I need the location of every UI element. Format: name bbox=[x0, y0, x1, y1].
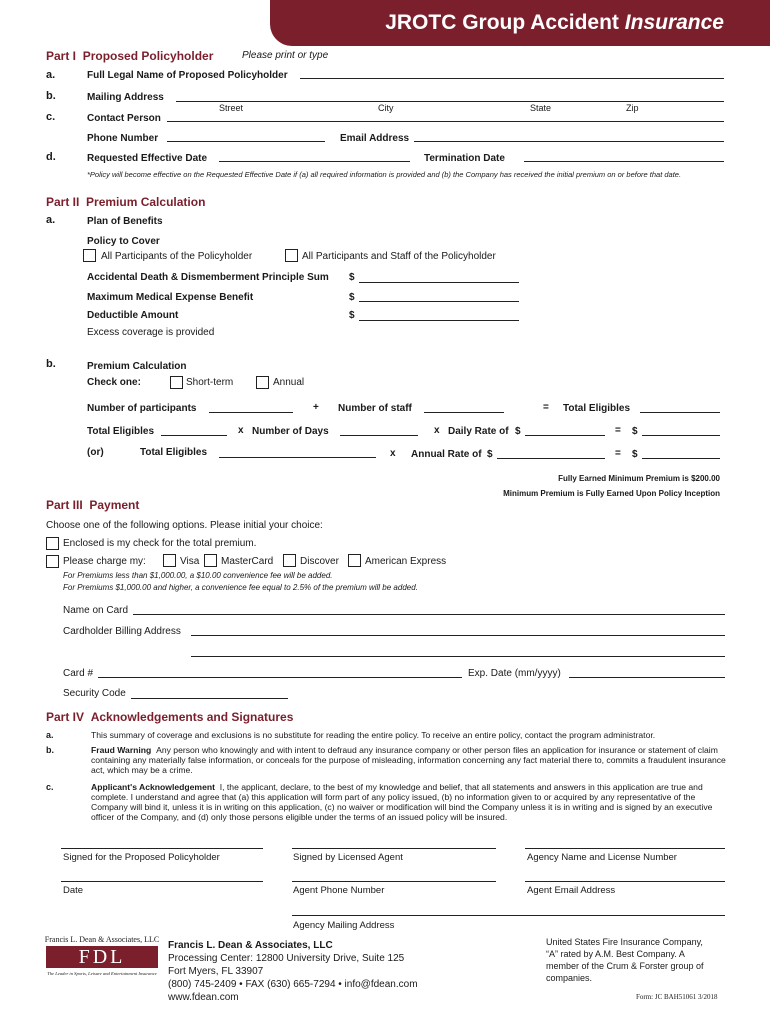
num-participants-label: Number of participants bbox=[87, 403, 197, 414]
discover-checkbox[interactable] bbox=[283, 554, 296, 567]
part3-title: Payment bbox=[89, 498, 140, 512]
agent-signature-label: Signed by Licensed Agent bbox=[293, 852, 403, 863]
num-staff-label: Number of staff bbox=[338, 403, 412, 414]
add-sum-label: Accidental Death & Dismemberment Principle Sum bbox=[87, 272, 329, 283]
agent-email-field[interactable] bbox=[525, 881, 725, 882]
insurer-line-1: United States Fire Insurance Company, bbox=[546, 937, 703, 947]
total-eligibles-field-1[interactable] bbox=[640, 412, 720, 413]
part4-a-letter: a. bbox=[46, 730, 54, 740]
equals-sign-3: = bbox=[615, 448, 621, 459]
logo-company-name: Francis L. Dean & Associates, LLC bbox=[44, 935, 160, 944]
amex-option: American Express bbox=[365, 556, 447, 567]
annual-option: Annual bbox=[273, 377, 305, 388]
effective-date-label: Requested Effective Date bbox=[87, 153, 208, 164]
part2-heading bbox=[46, 195, 205, 209]
num-staff-field[interactable] bbox=[424, 412, 504, 413]
annual-rate-dollar: $ bbox=[487, 449, 493, 460]
part4-heading bbox=[46, 710, 293, 724]
part1-a-letter: a. bbox=[46, 69, 56, 81]
agency-mailing-field[interactable] bbox=[292, 915, 725, 916]
header-bar bbox=[270, 0, 770, 46]
form-title bbox=[385, 11, 724, 35]
num-days-field[interactable] bbox=[340, 435, 418, 436]
effective-date-field[interactable] bbox=[219, 161, 410, 162]
daily-rate-label: Daily Rate of bbox=[448, 426, 509, 437]
part2-a-letter: a. bbox=[46, 214, 56, 226]
print-instruction: Please print or type bbox=[242, 50, 329, 61]
card-number-field[interactable] bbox=[98, 677, 462, 678]
full-name-label: Full Legal Name of Proposed Policyholder bbox=[87, 70, 288, 81]
contact-label: Contact Person bbox=[87, 113, 161, 124]
part3-label: Part III bbox=[46, 498, 83, 512]
visa-checkbox[interactable] bbox=[163, 554, 176, 567]
max-medical-label: Maximum Medical Expense Benefit bbox=[87, 292, 254, 303]
footer-phones: (800) 745-2409 • FAX (630) 665-7294 • info@fdean.com bbox=[168, 979, 418, 990]
participants-staff-option: All Participants and Staff of the Policyholder bbox=[302, 251, 496, 262]
date-field[interactable] bbox=[61, 881, 263, 882]
part4-label: Part IV bbox=[46, 710, 85, 724]
participants-staff-checkbox[interactable] bbox=[285, 249, 298, 262]
email-field[interactable] bbox=[414, 141, 724, 142]
termination-date-label: Termination Date bbox=[424, 153, 505, 164]
full-name-field[interactable] bbox=[300, 78, 724, 79]
participants-option: All Participants of the Policyholder bbox=[101, 251, 253, 262]
daily-rate-dollar: $ bbox=[515, 426, 521, 437]
part1-heading bbox=[46, 49, 213, 63]
security-code-field[interactable] bbox=[131, 698, 288, 699]
charge-option: Please charge my: bbox=[63, 556, 146, 567]
plus-sign: + bbox=[313, 402, 319, 413]
agent-phone-label: Agent Phone Number bbox=[293, 885, 385, 896]
form-title-italic: Insurance bbox=[624, 11, 724, 34]
min-premium-note: Fully Earned Minimum Premium is $200.00 bbox=[558, 474, 720, 483]
or-label: (or) bbox=[87, 447, 104, 458]
exp-date-field[interactable] bbox=[569, 677, 725, 678]
part1-c-letter: c. bbox=[46, 111, 56, 123]
total-eligibles-label-1: Total Eligibles bbox=[563, 403, 631, 414]
part1-d-letter: d. bbox=[46, 151, 56, 163]
participants-checkbox[interactable] bbox=[83, 249, 96, 262]
part1-title: Proposed Policyholder bbox=[82, 49, 214, 63]
fee-note-1: For Premiums less than $1,000.00, a $10.00 convenience fee will be added. bbox=[63, 571, 333, 580]
num-participants-field[interactable] bbox=[209, 412, 293, 413]
insurer-line-4: companies. bbox=[546, 973, 593, 983]
add-sum-field[interactable] bbox=[359, 282, 519, 283]
effective-note: *Policy will become effective on the Requested Effective Date if (a) all required information is provided and (b) the Company has received the initial premium on or before that date. bbox=[87, 170, 682, 179]
state-caption: State bbox=[530, 103, 552, 113]
add-dollar: $ bbox=[349, 272, 355, 283]
annual-rate-label: Annual Rate of bbox=[411, 449, 482, 460]
agent-phone-field[interactable] bbox=[292, 881, 496, 882]
acknowledgement-heading: Applicant's Acknowledgement bbox=[91, 782, 215, 792]
city-caption: City bbox=[378, 103, 394, 113]
discover-option: Discover bbox=[300, 556, 339, 567]
card-number-label: Card # bbox=[63, 668, 94, 679]
min-premium-note-2: Minimum Premium is Fully Earned Upon Policy Inception bbox=[503, 489, 720, 498]
insurer-line-2: “A” rated by A.M. Best Company. A bbox=[546, 949, 685, 959]
plan-of-benefits-label: Plan of Benefits bbox=[87, 216, 163, 227]
termination-date-field[interactable] bbox=[524, 161, 724, 162]
part4-b-letter: b. bbox=[46, 745, 54, 755]
form-title-main: JROTC Group Accident bbox=[385, 11, 619, 34]
agent-email-label: Agent Email Address bbox=[527, 885, 616, 896]
annual-total-field[interactable] bbox=[642, 458, 720, 459]
deductible-label: Deductible Amount bbox=[87, 310, 179, 321]
times-sign-3: x bbox=[390, 448, 396, 459]
insurer-line-3: member of the Crum & Forster group of bbox=[546, 961, 704, 971]
summary-disclaimer: This summary of coverage and exclusions is no substitute for reading the entire policy. To receive an entire policy, contact the program administrator. bbox=[91, 730, 656, 740]
agency-mailing-label: Agency Mailing Address bbox=[293, 920, 395, 931]
premium-calc-label: Premium Calculation bbox=[87, 361, 187, 372]
equals-sign-1: = bbox=[543, 402, 549, 413]
name-on-card-label: Name on Card bbox=[63, 605, 129, 616]
billing-address-label: Cardholder Billing Address bbox=[63, 626, 181, 637]
logo-tagline: The Leader in Sports, Leisure and Entertainment Insurance bbox=[47, 971, 157, 976]
footer-website[interactable]: www.fdean.com bbox=[168, 992, 239, 1003]
deductible-dollar: $ bbox=[349, 310, 355, 321]
billing-address-field-2[interactable] bbox=[191, 656, 725, 657]
exp-date-label: Exp. Date (mm/yyyy) bbox=[468, 668, 561, 679]
zip-caption: Zip bbox=[626, 103, 639, 113]
annual-rate-field[interactable] bbox=[497, 458, 605, 459]
footer-company: Francis L. Dean & Associates, LLC bbox=[168, 940, 333, 951]
total-eligibles-field-3[interactable] bbox=[219, 457, 376, 458]
phone-field[interactable] bbox=[167, 141, 325, 142]
part4-c-letter: c. bbox=[46, 782, 54, 792]
fdl-logo bbox=[40, 935, 164, 983]
part1-label: Part I bbox=[46, 49, 77, 63]
email-label: Email Address bbox=[340, 133, 410, 144]
mastercard-option: MasterCard bbox=[221, 556, 274, 567]
annual-total-dollar: $ bbox=[632, 449, 638, 460]
total-eligibles-field-2[interactable] bbox=[161, 435, 227, 436]
logo-mark: FDL bbox=[78, 946, 126, 968]
total-eligibles-label-2: Total Eligibles bbox=[87, 426, 155, 437]
equals-sign-2: = bbox=[615, 425, 621, 436]
short-term-option: Short-term bbox=[186, 377, 234, 388]
acknowledgement-text: I, the applicant, declare, to the best of my knowledge and belief, that all statements and answers in this application are true and complete. I understand and agree that (a) this application will form part of any policy issued, (b) no information given to or acquired by any representative of the Company will bind it, unless it is in writing on this application, (c) no waiver or modification will bind the Company unless it is in writing and is signed by an executive officer of the Company, and (d) only those persons eligible under the terms of an issued policy will be insured. bbox=[91, 782, 713, 822]
agency-name-field[interactable] bbox=[525, 848, 725, 849]
agent-signature-field[interactable] bbox=[292, 848, 496, 849]
contact-field[interactable] bbox=[167, 121, 724, 122]
fraud-warning bbox=[91, 745, 731, 775]
amex-checkbox[interactable] bbox=[348, 554, 361, 567]
check-enclosed-checkbox[interactable] bbox=[46, 537, 59, 550]
logo-mark-bar bbox=[46, 946, 158, 968]
excess-note: Excess coverage is provided bbox=[87, 327, 215, 338]
policyholder-signature-field[interactable] bbox=[61, 848, 263, 849]
footer-address-1: Processing Center: 12800 University Drive, Suite 125 bbox=[168, 953, 405, 964]
mastercard-checkbox[interactable] bbox=[204, 554, 217, 567]
mailing-address-field[interactable] bbox=[176, 101, 724, 102]
charge-checkbox[interactable] bbox=[46, 555, 59, 568]
phone-label: Phone Number bbox=[87, 133, 159, 144]
check-enclosed-option: Enclosed is my check for the total premium. bbox=[63, 538, 257, 549]
mailing-address-label: Mailing Address bbox=[87, 92, 164, 103]
deductible-field[interactable] bbox=[359, 320, 519, 321]
daily-total-field[interactable] bbox=[642, 435, 720, 436]
policyholder-signature-label: Signed for the Proposed Policyholder bbox=[63, 852, 220, 863]
max-medical-field[interactable] bbox=[359, 301, 519, 302]
security-code-label: Security Code bbox=[63, 688, 126, 699]
date-label: Date bbox=[63, 885, 84, 896]
daily-rate-field[interactable] bbox=[525, 435, 605, 436]
street-caption: Street bbox=[219, 103, 244, 113]
name-on-card-field[interactable] bbox=[133, 614, 725, 615]
times-sign-1: x bbox=[238, 425, 244, 436]
times-sign-2: x bbox=[434, 425, 440, 436]
applicant-acknowledgement bbox=[91, 782, 733, 822]
num-days-label: Number of Days bbox=[252, 426, 329, 437]
total-eligibles-label-3: Total Eligibles bbox=[140, 447, 208, 458]
part1-b-letter: b. bbox=[46, 90, 56, 102]
daily-total-dollar: $ bbox=[632, 426, 638, 437]
footer-address-2: Fort Myers, FL 33907 bbox=[168, 966, 264, 977]
part3-heading bbox=[46, 498, 139, 512]
fraud-warning-heading: Fraud Warning bbox=[91, 745, 152, 755]
policy-cover-label: Policy to Cover bbox=[87, 236, 160, 247]
check-one-label: Check one: bbox=[87, 377, 141, 388]
billing-address-field[interactable] bbox=[191, 635, 725, 636]
visa-option: Visa bbox=[180, 556, 200, 567]
part2-b-letter: b. bbox=[46, 358, 56, 370]
part2-title: Premium Calculation bbox=[86, 195, 206, 209]
agency-name-label: Agency Name and License Number bbox=[527, 852, 677, 863]
medical-dollar: $ bbox=[349, 292, 355, 303]
annual-checkbox[interactable] bbox=[256, 376, 269, 389]
part4-title: Acknowledgements and Signatures bbox=[90, 710, 294, 724]
form-id: Form: JC BAH51061 3/2018 bbox=[636, 993, 718, 1001]
fee-note-2: For Premiums $1,000.00 and higher, a convenience fee equal to 2.5% of the premium will be added. bbox=[63, 583, 418, 592]
part2-label: Part II bbox=[46, 195, 80, 209]
fraud-warning-text: Any person who knowingly and with intent to defraud any insurance company or other person files an application for insurance or statement of claim containing any materially false information, or conceals for the purpose of misleading, information concerning any fact material there to, commits a fraudulent insurance act, which may be a crime. bbox=[91, 745, 726, 775]
short-term-checkbox[interactable] bbox=[170, 376, 183, 389]
payment-instruction: Choose one of the following options. Please initial your choice: bbox=[46, 520, 323, 531]
